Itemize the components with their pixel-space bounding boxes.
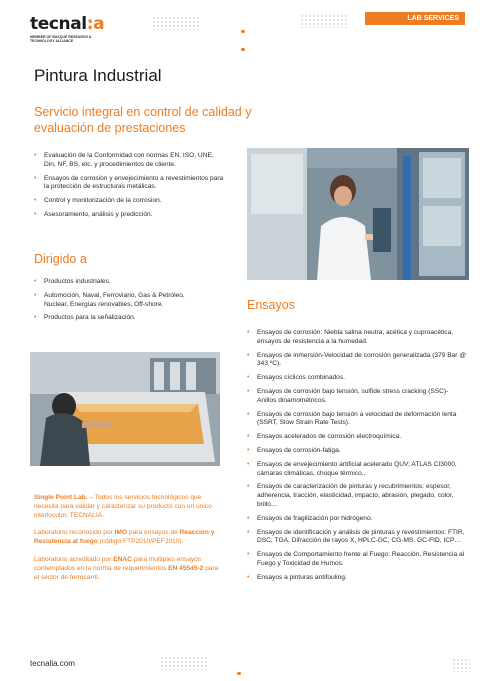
list-item: • Ensayos de identificación y análisis de pinturas y revestimientos: FTIR, DSC, TGA, Difracción de rayos X, HPLC-GC, CG-MS, GC-FID, ICP… <box>247 529 467 547</box>
list-item: • Automoción, Naval, Ferroviario, Gas & Petróleo, Nuclear, Energías renovables, Off-shore. <box>34 292 199 310</box>
dirigido-list <box>34 278 199 328</box>
list-item: • Asesoramiento, análisis y predicción. <box>34 211 224 220</box>
tecnalia-logo: tecnal:a <box>30 14 105 34</box>
list-item: • Ensayos de corrosión bajo tensión, sulfide stress cracking (SSC)-Anillos dinamométricos. <box>247 388 467 406</box>
ensayos-list <box>247 329 467 588</box>
list-item: • Ensayos de corrosion y envejecimiento a revestimientos para la protección de estructuras metálicas. <box>34 175 224 193</box>
list-item: • Evaluación de la Conformidad con normas EN, ISO, UNE, Din, NF, BS, etc. y procedimientos de cliente. <box>34 152 224 170</box>
list-item: • Ensayos de caracterización de pinturas y recubrimientos: espesor, adherencia, tracción, elasticidad, impacto, abrasión, plegado, color, brillo… <box>247 483 467 509</box>
enac-paragraph: Laboratorio acreditado por ENAC para multiples ensayos contemplados en la norma de requerimientos EN 45545-2 para el sector de ferrocarril. <box>34 555 219 581</box>
dirigido-heading: Dirigido a <box>34 252 87 266</box>
list-item: • Control y monitorización de la corrosion. <box>34 197 224 206</box>
list-item: • Productos para la señalización. <box>34 314 199 323</box>
list-item: • Ensayos de inmersión-Velocidad de corrosión generalizada (379 Bar @ 343 ºC). <box>247 352 467 370</box>
single-point-paragraph: Single Point Lab. – Todos los servicios tecnológicos que necesita para validar y caracterizar su producto con un único interlocutor, TECNALIA. <box>34 494 212 519</box>
list-item: • Ensayos de envejecimiento artificial acelerado QUV; ATLAS CI3000, cámaras climáticas, choque térmico.. <box>247 461 467 479</box>
decor-dot-grid <box>452 658 470 672</box>
logo-tagline: MEMBER OF BASQUE RESEARCH & TECHNOLOGY ALLIANCE <box>30 35 92 43</box>
lab-photo-chamber-illustration <box>30 352 220 466</box>
list-item: • Ensayos acelerados de corrosión electroquímica. <box>247 433 467 442</box>
lab-photo-chamber <box>30 352 220 466</box>
lab-photo-technician-illustration <box>247 148 469 280</box>
list-item: • Ensayos a pinturas antifouling. <box>247 574 467 583</box>
decor-dot-grid <box>160 656 208 670</box>
lab-services-badge: LAB SERVICES <box>365 12 465 25</box>
services-list <box>34 152 224 225</box>
decor-dot-grid <box>152 16 200 30</box>
list-item: • Ensayos de Comportamiento frente al Fuego: Reacción, Resistencia al Fuego y Toxicidad de Humos. <box>247 551 467 569</box>
ensayos-heading: Ensayos <box>247 298 295 312</box>
list-item: • Ensayos cíclicos combinados. <box>247 374 467 383</box>
list-item: • Ensayos de corrosión: Niebla salina neutra, acética y cuproacética, ensayos de resistencia a la humedad. <box>247 329 467 347</box>
decor-dot-grid <box>300 14 348 28</box>
imo-paragraph: Laboratorio reconocido por IMO para ensayos de Reacción y Resistencia al fuego (código FTP2010/PEF2010). <box>34 529 215 546</box>
decor-orange-dots <box>237 662 246 666</box>
list-item: • Productos industriales. <box>34 278 199 287</box>
page-title: Pintura Industrial <box>34 66 162 85</box>
page-subtitle: Servicio integral en control de calidad y evaluación de prestaciones <box>34 105 252 135</box>
accreditation-block <box>34 494 224 591</box>
list-item: • Ensayos de corrosión-fatiga. <box>247 447 467 456</box>
decor-orange-dots <box>241 20 250 24</box>
list-item: • Ensayos de fragilización por hidrógeno. <box>247 515 467 524</box>
lab-photo-technician <box>247 148 469 280</box>
list-item: • Ensayos de corrosión bajo tensión a velocidad de deformación lenta (SSRT, Slow Strain Rate Tests). <box>247 411 467 429</box>
footer-url[interactable]: tecnalia.com <box>30 659 75 668</box>
